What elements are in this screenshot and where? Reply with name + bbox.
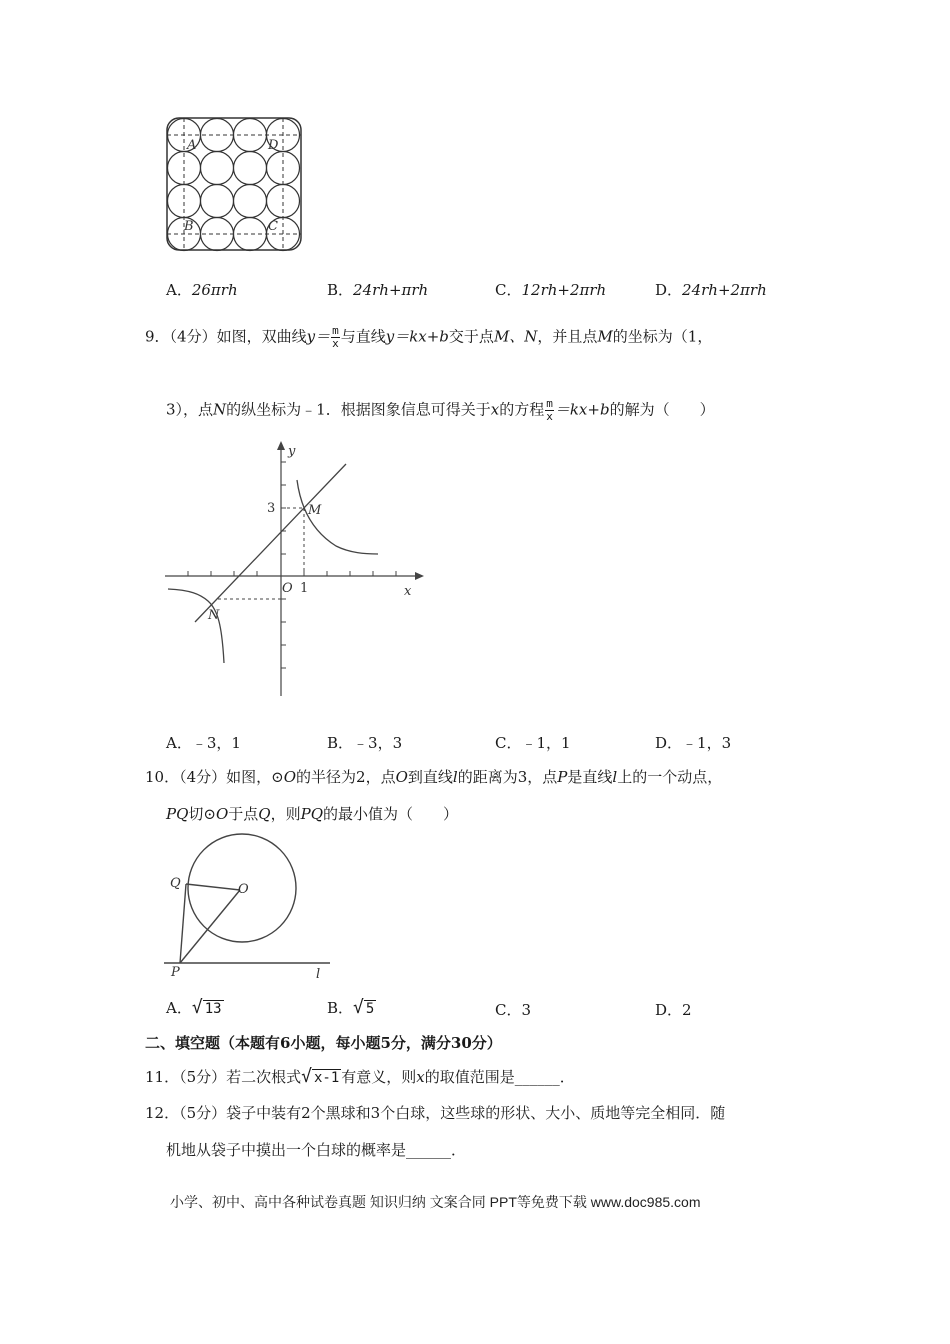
q10-number: 10． bbox=[145, 768, 180, 786]
option-key: B． bbox=[327, 734, 354, 752]
q10-stem-line2: PQ切⊙O于点Q，则PQ的最小值为（ ） bbox=[166, 805, 459, 823]
point-m-label: M bbox=[308, 503, 322, 518]
x-axis-label: x bbox=[404, 584, 412, 599]
q10-option-b[interactable] bbox=[327, 997, 376, 1018]
q10-option-d[interactable] bbox=[655, 999, 692, 1020]
y-axis-label: y bbox=[288, 444, 296, 459]
option-key: A． bbox=[166, 734, 192, 752]
segment-pq bbox=[180, 884, 186, 963]
option-key: C． bbox=[495, 281, 522, 299]
option-value: 3 bbox=[521, 1001, 532, 1019]
fraction-m-over-x: $\frac{m}{x}$ bbox=[546, 397, 553, 423]
sqrt-x-minus-1: √ x-1 bbox=[301, 1066, 340, 1087]
tick-label-3: 3 bbox=[267, 501, 276, 516]
q8-label-d: D bbox=[268, 138, 279, 153]
q9-option-b[interactable] bbox=[327, 732, 402, 753]
label-o: O bbox=[238, 882, 249, 897]
q12-stem-line2: 机地从袋子中摸出一个白球的概率是______． bbox=[166, 1141, 467, 1159]
q8-option-b[interactable] bbox=[327, 279, 428, 300]
q9-option-c[interactable] bbox=[495, 732, 571, 753]
q12-number: 12． bbox=[145, 1104, 180, 1122]
page-footer: 小学、初中、高中各种试卷真题 知识归纳 文案合同 PPT等免费下载 www.doc985.com bbox=[170, 1194, 701, 1210]
option-key: D． bbox=[655, 734, 683, 752]
option-key: C． bbox=[495, 734, 522, 752]
segment-qo bbox=[186, 884, 240, 890]
option-key: B． bbox=[327, 281, 354, 299]
q8-figure bbox=[164, 116, 304, 254]
option-value: 2 bbox=[682, 1001, 692, 1019]
option-value: ﹣3，1 bbox=[191, 734, 241, 752]
option-key: B． bbox=[327, 999, 354, 1017]
q8-option-d[interactable] bbox=[655, 279, 767, 300]
option-key: A． bbox=[166, 281, 192, 299]
sqrt-13: √ 13 bbox=[191, 997, 222, 1018]
option-value: 26πrh bbox=[191, 281, 238, 299]
option-key: C． bbox=[495, 1001, 522, 1019]
q8-label-a: A bbox=[187, 138, 197, 153]
option-key: D． bbox=[655, 281, 683, 299]
q10-option-c[interactable] bbox=[495, 999, 531, 1020]
q9-option-a[interactable] bbox=[166, 732, 241, 753]
q11-stem: 11．（5分）若二次根式√ x-1 有意义，则x的取值范围是______． bbox=[145, 1066, 575, 1087]
label-q: Q bbox=[170, 876, 181, 891]
q10-stem-line1: 10．（4分）如图，⊙O的半径为2，点O到直线l的距离为3，点P是直线l上的一个动点， bbox=[145, 768, 723, 786]
label-p: P bbox=[171, 965, 180, 980]
q9-stem-line1: 9．（4分）如图，双曲线y＝ $\frac{m}{x}$ 与直线y＝kx+b交于点M、N，并且点M的坐标为（1， bbox=[145, 324, 713, 350]
q9-graph bbox=[160, 438, 430, 698]
q10-option-a[interactable] bbox=[166, 997, 224, 1018]
q8-label-b: B bbox=[184, 219, 194, 234]
q11-number: 11． bbox=[145, 1068, 180, 1086]
option-key: A． bbox=[166, 999, 192, 1017]
origin-label: O bbox=[282, 581, 293, 596]
section-2-heading: 二、填空题（本题有6小题，每小题5分，满分30分） bbox=[145, 1034, 502, 1052]
option-value: 24rh+2πrh bbox=[682, 281, 767, 299]
q10-figure bbox=[164, 832, 339, 984]
q8-label-c: C bbox=[268, 219, 278, 234]
tick-label-1: 1 bbox=[300, 581, 309, 596]
option-key: D． bbox=[655, 1001, 683, 1019]
line-y-kx-b bbox=[195, 464, 346, 622]
option-value: ﹣1，3 bbox=[682, 734, 732, 752]
sqrt-5: √ 5 bbox=[353, 997, 375, 1018]
option-value: 12rh+2πrh bbox=[521, 281, 607, 299]
fraction-m-over-x: $\frac{m}{x}$ bbox=[332, 324, 339, 350]
q8-option-c[interactable] bbox=[495, 279, 606, 300]
q9-number: 9． bbox=[145, 327, 170, 346]
point-n-label: N bbox=[208, 608, 220, 623]
q8-option-a[interactable] bbox=[166, 279, 238, 300]
option-value: ﹣1，1 bbox=[521, 734, 571, 752]
q9-stem-line2: 3），点N的纵坐标为﹣1．根据图象信息可得关于x的方程 $\frac{m}{x}$ ＝kx+b的解为（ ） bbox=[166, 397, 715, 423]
option-value: 24rh+πrh bbox=[353, 281, 429, 299]
q9-option-d[interactable] bbox=[655, 732, 731, 753]
q12-stem-line1: 12．（5分）袋子中装有2个黑球和3个白球，这些球的形状、大小、质地等完全相同．随 bbox=[145, 1104, 726, 1122]
label-l: l bbox=[316, 967, 321, 982]
option-value: ﹣3，3 bbox=[353, 734, 403, 752]
